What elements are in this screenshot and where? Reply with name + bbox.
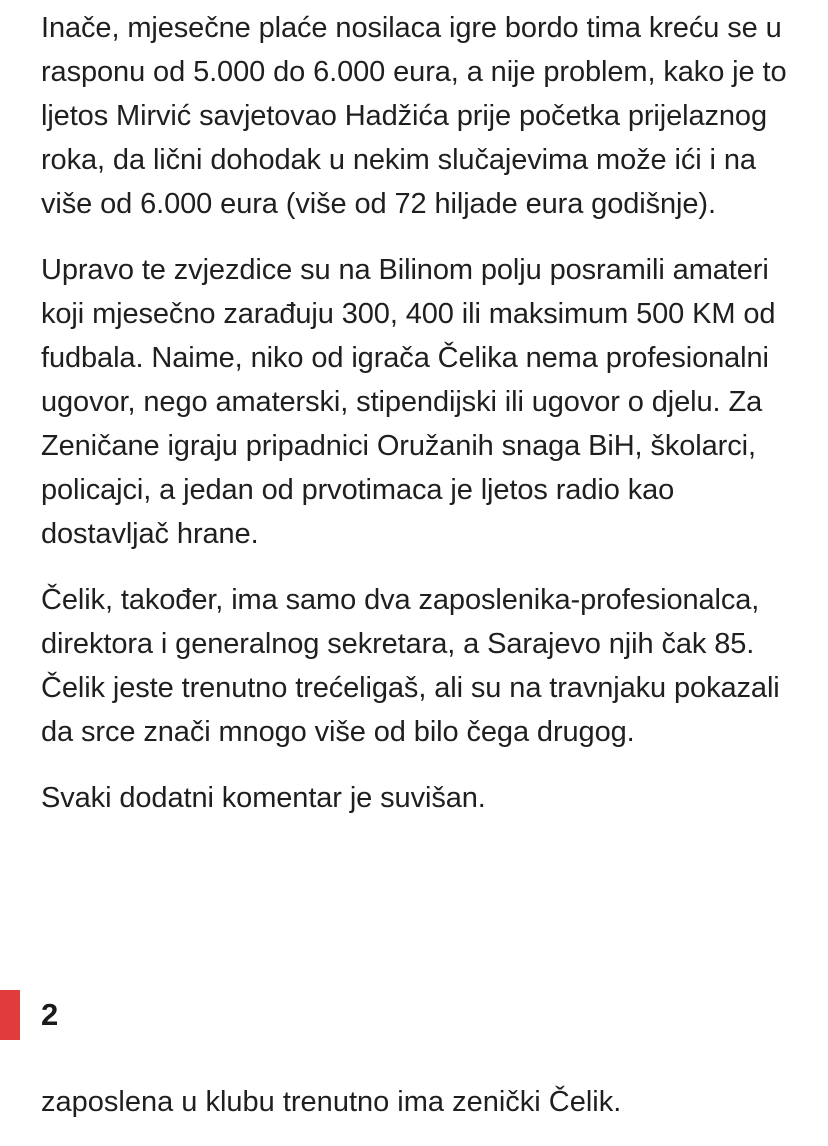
stat-caption: zaposlena u klubu trenutno ima zenički Čelik. <box>41 1086 622 1118</box>
article-paragraph-4: Svaki dodatni komentar je suvišan. <box>41 782 486 814</box>
stat-number: 2 <box>41 997 59 1032</box>
article-paragraph-3: Čelik, također, ima samo dva zaposlenika-profesionalca, direktora i generalnog sekretara, a Sarajevo njih čak 85. Čelik jeste trenutno trećeligaš, ali su na travnjaku pokazali da srce znači mnogo više od bilo čega drugog. <box>41 584 780 748</box>
article-body <box>41 6 801 842</box>
stat-accent-bar <box>0 990 20 1040</box>
article-paragraph-1: Inače, mjesečne plaće nosilaca igre bordo tima kreću se u rasponu od 5.000 do 6.000 eura, a nije problem, kako je to ljetos Mirvić savjetovao Hadžića prije početka prijelaznog roka, da lični dohodak u nekim slučajevima može ići i na više od 6.000 eura (više od 72 hiljade eura godišnje). <box>41 12 787 220</box>
article-paragraph-2: Upravo te zvjezdice su na Bilinom polju posramili amateri koji mjesečno zarađuju 300, 400 ili maksimum 500 KM od fudbala. Naime, niko od igrača Čelika nema profesionalni ugovor, nego amaterski, stipendijski ili ugovor o djelu. Za Zeničane igraju pripadnici Oružanih snaga BiH, školarci, policajci, a jedan od prvotimaca je ljetos radio kao dostavljač hrane. <box>41 254 776 550</box>
